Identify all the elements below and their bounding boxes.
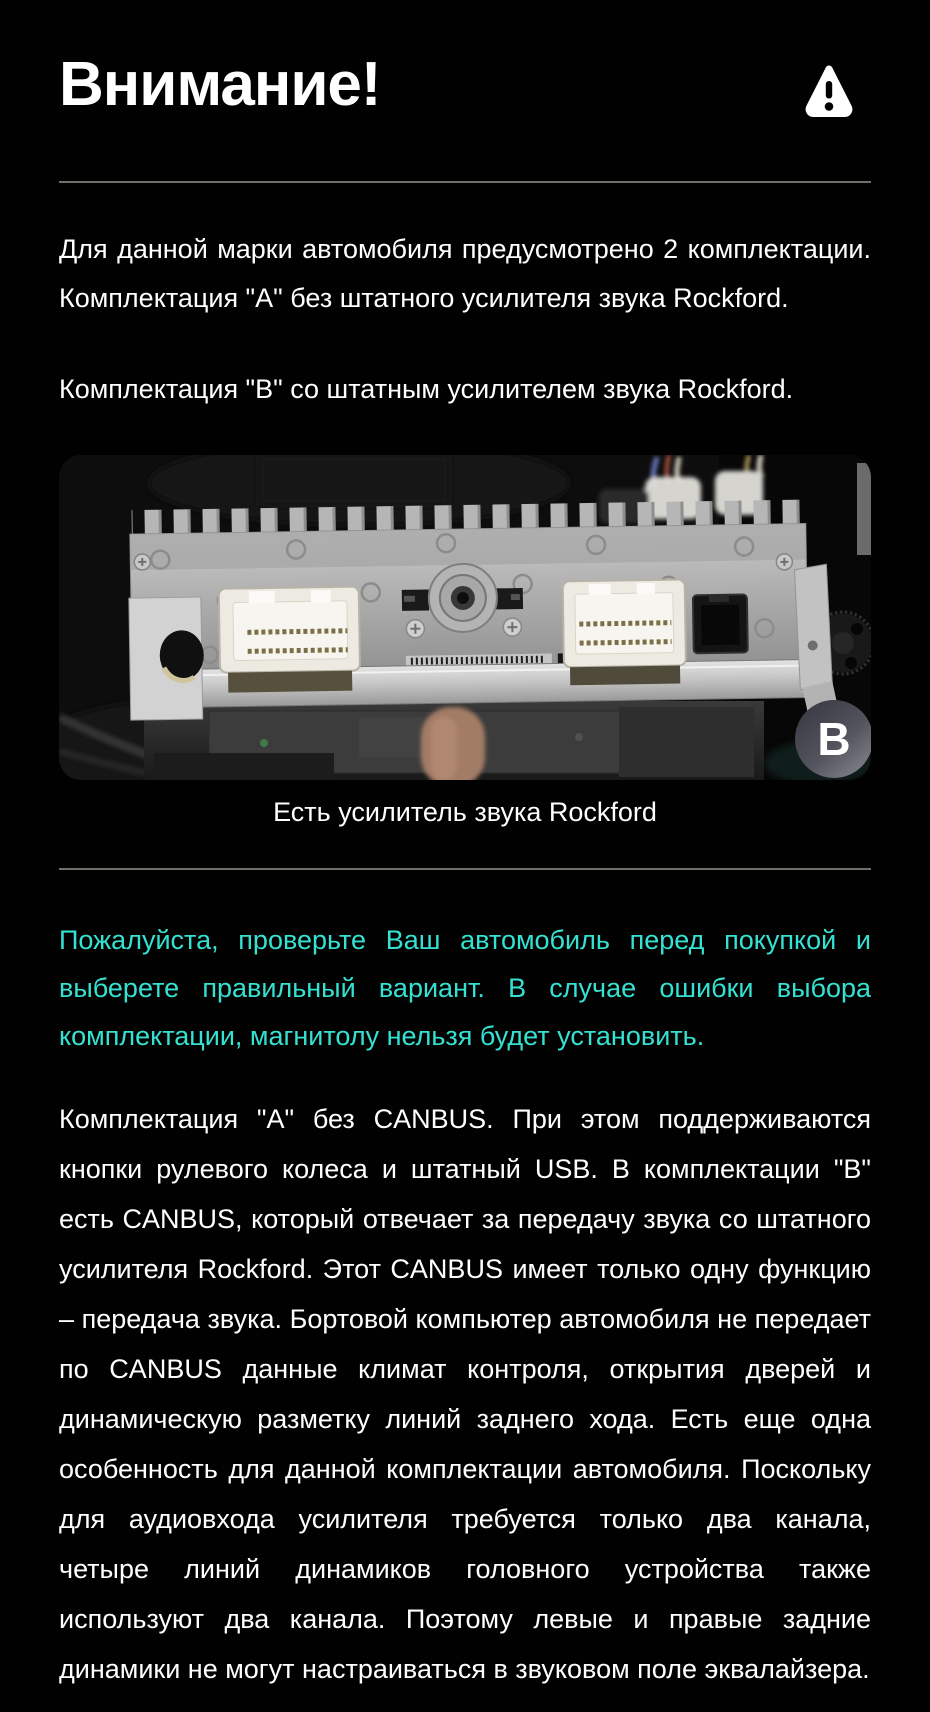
variant-b-paragraph: Комплектация "В" со штатным усилителем звука Rockford.: [59, 374, 794, 405]
photo-caption: Есть усилитель звука Rockford: [273, 797, 657, 828]
head-unit-photo: [59, 455, 871, 780]
page-title: Внимание!: [59, 50, 381, 119]
variant-b-badge-label: B: [817, 713, 851, 766]
black-socket: [693, 595, 748, 654]
warning-paragraph: Пожалуйста, проверьте Ваш автомобиль перед покупкой и выберете правильный вариант. В случае ошибки выбора комплектации, магнитолу нельзя будет установить.: [59, 925, 871, 1052]
intro-line-2: Комплектация "А" без штатного усилителя звука Rockford.: [59, 283, 789, 314]
divider-middle: [59, 868, 871, 870]
warning-triangle-icon: [803, 62, 855, 120]
chassis: [127, 499, 838, 728]
intro-line-1: Для данной марки автомобиля предусмотрено 2 комплектации.: [59, 234, 871, 265]
left-connector: [219, 587, 361, 693]
details-paragraph: Комплектация "А" без CANBUS. При этом поддерживаются кнопки рулевого колеса и штатный USB. В комплектации "В" есть CANBUS, который отвечает за передачу звука со штатного усилителя Rockford. Этот CANBUS имеет только одну функцию – передача звука. Бортовой компьютер автомобиля не передает по CANBUS данные климат контроля, открытия дверей и динамическую разметку линий заднего хода. Есть еще одна особенность для данной комплектации автомобиля. Поскольку для аудиовхода усилителя требуется только два канала, четыре линий динамиков головного устройства также используют два канала. Поэтому левые и правые задние динамики не могут настраиваться в звуковом поле эквалайзера.: [59, 1104, 871, 1685]
intro-paragraph: [59, 225, 871, 323]
right-connector: [563, 580, 687, 686]
under-chassis: [144, 701, 764, 780]
head-unit-rear-illustration: [59, 455, 871, 780]
divider-top: [59, 181, 871, 183]
finger: [421, 707, 485, 780]
left-bracket: [129, 597, 205, 720]
variant-b-badge: [795, 700, 871, 778]
